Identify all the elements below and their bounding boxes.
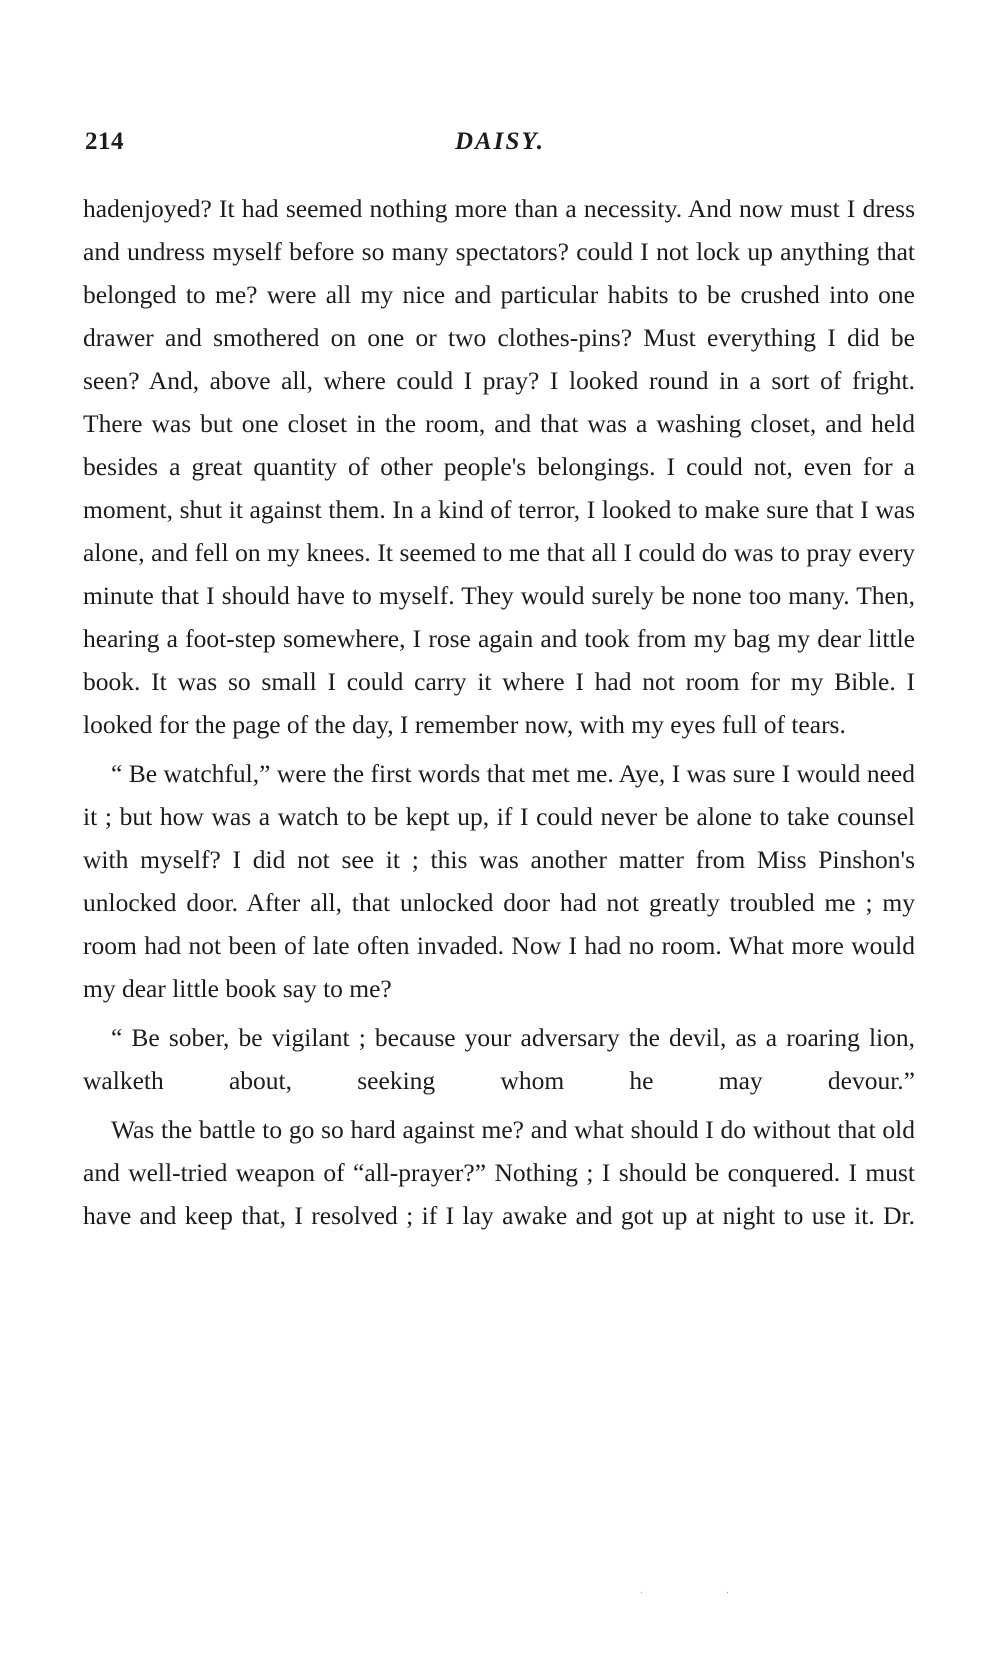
paragraph: hadenjoyed? It had seemed nothing more than a necessity. And now must I dress and undress myself before so many spectators? could I not lock up anything that belonged to me? were all my nice and particular habits to be crushed into one drawer and smothered on one or two clothes-pins? Must everything I did be seen? And, above all, where could I pray? I looked round in a sort of fright. There was but one closet in the room, and that was a washing closet, and held besides a great quantity of other people's belongings. I could not, even for a moment, shut it against them. In a kind of terror, I looked to make sure that I was alone, and fell on my knees. It seemed to me that all I could do was to pray every minute that I should have to myself. They would surely be none too many. Then, hearing a foot-step somewhere, I rose again and took from my bag my dear little book. It was so small I could carry it where I had not room for my Bible. I looked for the page of the day, I remember now, with my eyes full of tears. (83, 194, 915, 739)
running-head: DAISY. (454, 128, 546, 155)
paragraph: “ Be watchful,” were the first words that met me. Aye, I was sure I would need it ; but how was a watch to be kept up, if I could never be alone to take counsel with myself? I did not see it ; this was another matter from Miss Pinshon's unlocked door. After all, that unlocked door had not greatly troubled me ; my room had not been of late often invaded. Now I had no room. What more would my dear little book say to me? (83, 759, 915, 1003)
paper-specks: · · (640, 1588, 770, 1599)
page-body (83, 187, 915, 1243)
paragraph: “ Be sober, be vigilant ; because your adversary the devil, as a roaring lion, walketh about, seeking whom he may devour.” (83, 1023, 915, 1095)
page-header (85, 128, 915, 168)
page-number: 214 (85, 128, 124, 155)
paragraph: Was the battle to go so hard against me? and what should I do without that old and well-tried weapon of “all-prayer?” Nothing ; I should be conquered. I must have and keep that, I resolved ; if I lay awake and got up at night to use it. Dr. (83, 1115, 915, 1230)
